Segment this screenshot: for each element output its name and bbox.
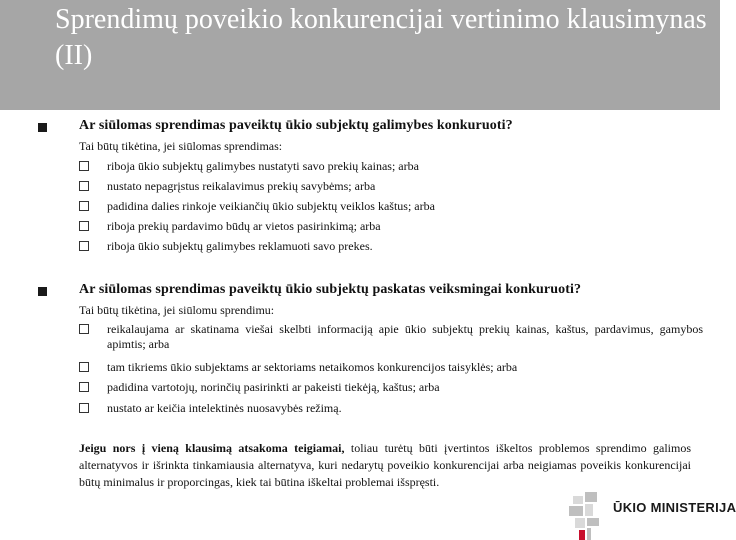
slide-title: Sprendimų poveikio konkurencijai vertinimo klausimynas (II) [55, 4, 707, 71]
list-item: riboja ūkio subjektų galimybes nustatyti savo prekių kainas; arba [79, 159, 703, 174]
ministry-emblem-icon [565, 490, 605, 540]
list-item: riboja ūkio subjektų galimybes reklamuoti savo prekes. [79, 239, 703, 254]
square-bullet-icon [38, 123, 47, 132]
conclusion-emphasis: Jeigu nors į vieną klausimą atsakoma teigiamai, [79, 441, 345, 455]
checkbox-bullet-icon [79, 382, 89, 392]
list-item: tam tikriems ūkio subjektams ar sektoriams netaikomos konkurencijos taisyklės; arba [79, 360, 703, 375]
list-item: riboja prekių pardavimo būdų ar vietos pasirinkimą; arba [79, 219, 703, 234]
conclusion-text: toliau turėtų būti įvertintos iškeltos problemos sprendimo galimos alternatyvos ir išrinkta tinkamiausia alternatyva, kuri nedarytų poveikio konkurencijai arba neigiamas poveikis konkurencijai būtų minimalus ir proporcingas, kiek tai būtina iškeltai problemai išspręsti. [79, 441, 691, 489]
square-bullet-icon [38, 287, 47, 296]
list-item: reikalaujama ar skatinama viešai skelbti informaciją apie ūkio subjektų prekių kainas, kaštus, pardavimus, gamybos apimtis; arba [79, 322, 703, 352]
checkbox-bullet-icon [79, 221, 89, 231]
checkbox-bullet-icon [79, 181, 89, 191]
list-item: nustato ar keičia intelektinės nuosavybės režimą. [79, 401, 703, 416]
section-intro: Tai būtų tikėtina, jei siūlomas sprendimas: [79, 139, 283, 153]
checkbox-bullet-icon [79, 201, 89, 211]
checkbox-bullet-icon [79, 161, 89, 171]
checkbox-bullet-icon [79, 362, 89, 372]
checkbox-bullet-icon [79, 241, 89, 251]
list-item: nustato nepagrįstus reikalavimus prekių savybėms; arba [79, 179, 703, 194]
list-item: padidina dalies rinkoje veikiančių ūkio subjektų veiklos kaštus; arba [79, 199, 703, 214]
question-text: Ar siūlomas sprendimas paveiktų ūkio subjektų paskatas veiksmingai konkuruoti? [79, 282, 582, 297]
checkbox-bullet-icon [79, 324, 89, 334]
list-item: padidina vartotojų, norinčių pasirinkti ar pakeisti tiekėją, kaštus; arba [79, 380, 703, 395]
question-text: Ar siūlomas sprendimas paveiktų ūkio subjektų galimybes konkuruoti? [79, 118, 513, 133]
checkbox-bullet-icon [79, 403, 89, 413]
conclusion-paragraph [79, 440, 691, 491]
logo-text: ŪKIO MINISTERIJA [613, 500, 736, 515]
ministry-logo [565, 490, 736, 540]
section-intro: Tai būtų tikėtina, jei siūlomu sprendimu: [79, 303, 275, 317]
title-bar [0, 0, 720, 110]
